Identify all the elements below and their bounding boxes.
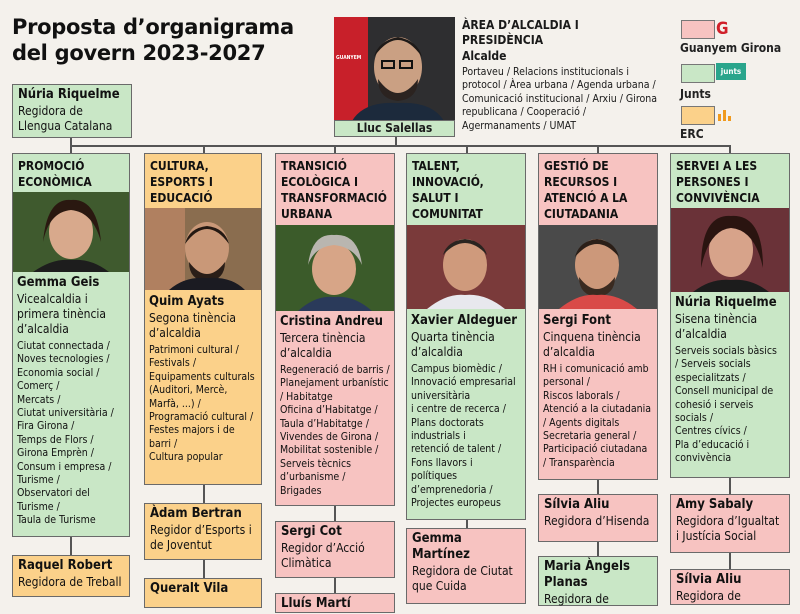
councillor-name: Núria Riquelme [18,87,120,102]
legend-swatch-junts [681,64,715,83]
councillor-name: Sílvia Aliu [676,572,742,587]
councillor-role: Cinquena tinència d’alcaldia [543,330,641,359]
councillor-role [145,597,261,599]
area-header: TALENT, INNOVACIÓ, SALUT I COMUNITAT [412,159,484,221]
councillor-card [670,293,790,469]
connector [729,553,731,569]
area-header: CULTURA, ESPORTS I EDUCACIÓ [150,159,213,205]
councillor-role: Regidor d’Esports i de Joventut [150,523,252,552]
councillor-role: Regidora de Llengua Catalana [18,104,113,133]
councillor-role: Regidor d’Acció Climàtica [281,541,365,570]
connector [334,145,336,153]
legend-swatch-erc [681,106,715,125]
councillor-card [275,312,395,501]
mayor-info [462,18,662,133]
connector [729,145,731,153]
erc-logo-icon [716,106,734,123]
mayor-badge: GUANYEM [336,55,362,61]
councillor-description: Regeneració de barris / Planejament urbanístic / Habitatge Oficina d’Habitatge / Taula d’Habitatge / Vivendes de Girona / Mobilitat sostenible / Serveis tècnics d’urbanisme / Brigades [280,364,390,497]
title-line-2: del govern 2023-2027 [12,41,266,65]
junts-logo-icon: junts [716,63,746,80]
sub-councillor-box [538,494,658,542]
connector [729,478,731,494]
councillor-name: Lluís Martí [281,596,351,611]
connector [203,560,205,578]
portrait-nuria-riquelme [671,208,789,292]
councillor-name: Gemma Geis [17,275,100,290]
portrait-sergi-font [539,225,657,309]
legend-label-junts: Junts [680,87,711,101]
councillor-name: Xavier Aldeguer [411,313,518,328]
area-header: GESTIÓ DE RECURSOS I ATENCIÓ A LA CIUTADANIA [544,159,628,221]
councillor-name: Núria Riquelme [675,295,777,310]
councillor-card [144,292,262,468]
councillor-description: Patrimoni cultural / Festivals / Equipaments culturals (Auditori, Mercè, Marfà, ...) / Programació cultural / Festes majors i de barri / Cultura popular [149,344,255,464]
councillor-name: Gemma Martínez [412,531,470,562]
title-line-1: Proposta d’organigrama [12,15,294,39]
connector [334,578,336,593]
councillor-role: Sisena tinència d’alcaldia [675,312,758,341]
councillor-name: Raquel Robert [18,558,113,573]
portrait-xavier-aldeguer [407,225,525,309]
councillor-role: Regidora de Ciutat que Cuida [412,564,513,593]
councillor-name: Cristina Andreu [280,314,383,329]
top-left-councillor-box [12,84,132,138]
portrait-image [334,17,455,121]
connector [466,520,468,528]
councillor-card [12,273,130,531]
councillor-description: Campus biomèdic / Innovació empresarial universitària i centre de recerca / Plans doctorats industrials i retenció de talent / Fons llavors i polítiques d’emprenedoria / Projectes europeus [411,363,516,510]
legend-swatch-guanyem [681,20,715,39]
councillor-name: Sergi Font [543,313,611,328]
councillor-name: Amy Sabaly [676,497,754,512]
councillor-description: Serveis socials bàsics / Serveis socials especialitzats / Consell municipal de cohesió i serveis socials / Centres cívics / Pla d’educació i convivència [675,345,777,465]
sub-councillor-box [275,521,395,578]
councillor-description: Ciutat connectada / Noves tecnologies / Economia social / Comerç / Mercats / Ciutat universitària / Fira Girona / Temps de Flors / Girona Emprèn / Consum i empresa / Turisme / Observatori del Turisme / Taula de Turisme [17,340,114,527]
councillor-name: Queralt Vila [150,581,229,596]
councillor-name: Maria Àngels Planas [544,559,630,590]
connector [203,485,205,503]
councillor-role: Quarta tinència d’alcaldia [411,330,495,359]
mayor-area: ÀREA D’ALCALDIA I PRESIDÈNCIA [462,18,579,47]
sub-councillor-box [406,528,526,604]
councillor-role: Vicealcaldia i primera tinència d’alcaldia [17,292,107,336]
connector [597,145,599,153]
councillor-role: Regidora de Treball [18,575,122,589]
connector [334,506,336,521]
sub-councillor-box [670,569,790,605]
sub-councillor-box [275,593,395,613]
legend-label-erc: ERC [680,127,704,141]
councillor-role: Regidora d’Hisenda [544,514,650,528]
councillor-role: Regidora de [676,589,741,603]
portrait-gemma-geis [13,192,129,272]
portrait-quim-ayats [145,208,261,290]
councillor-card [538,311,658,473]
councillor-name: Sergi Cot [281,524,342,539]
connector [466,145,468,153]
mayor-photo [334,17,455,121]
councillor-name: Sílvia Aliu [544,497,610,512]
connector [395,137,397,145]
area-header: PROMOCIÓ ECONÒMICA [18,159,92,189]
mayor-name: Lluc Salellas [334,120,455,137]
sub-councillor-box [538,556,658,606]
sub-councillor-box [144,503,262,560]
councillor-description: RH i comunicació amb personal / Riscos laborals / Atenció a la ciutadania / Agents digitals Secretaria general / Participació ciutadana / Transparència [543,363,652,469]
sub-councillor-box [670,494,790,553]
area-header: SERVEI A LES PERSONES I CONVIVÈNCIA [676,159,760,205]
connector [70,145,730,147]
connector [597,542,599,556]
councillor-role: Segona tinència d’alcaldia [149,311,236,340]
sub-councillor-box [12,555,130,597]
portrait-cristina-andreu [276,225,394,311]
connector [597,480,599,494]
area-header: TRANSICIÓ ECOLÒGICA I TRANSFORMACIÓ URBANA [281,159,387,221]
legend-label-guanyem: Guanyem Girona [680,41,782,55]
mayor-description: Portaveu / Relacions institucionals i protocol / Àrea urbana / Agenda urbana / Comunicació institucional / Arxiu / Girona republicana / Cooperació / Agermanaments / UMAT [462,66,658,132]
connector [203,145,205,153]
councillor-card [406,311,526,513]
councillor-role: Regidora d’Igualtat i Justícia Social [676,514,780,543]
connector [70,537,72,555]
page-title [12,14,294,66]
guanyem-logo-icon: G [716,19,729,39]
councillor-role: Tercera tinència d’alcaldia [280,331,366,360]
mayor-role: Alcalde [462,49,507,63]
councillor-name: Quim Ayats [149,294,225,309]
councillor-role: Regidora de [544,592,609,606]
sub-councillor-box [144,578,262,608]
connector [70,137,72,153]
councillor-name: Àdam Bertran [150,506,242,521]
